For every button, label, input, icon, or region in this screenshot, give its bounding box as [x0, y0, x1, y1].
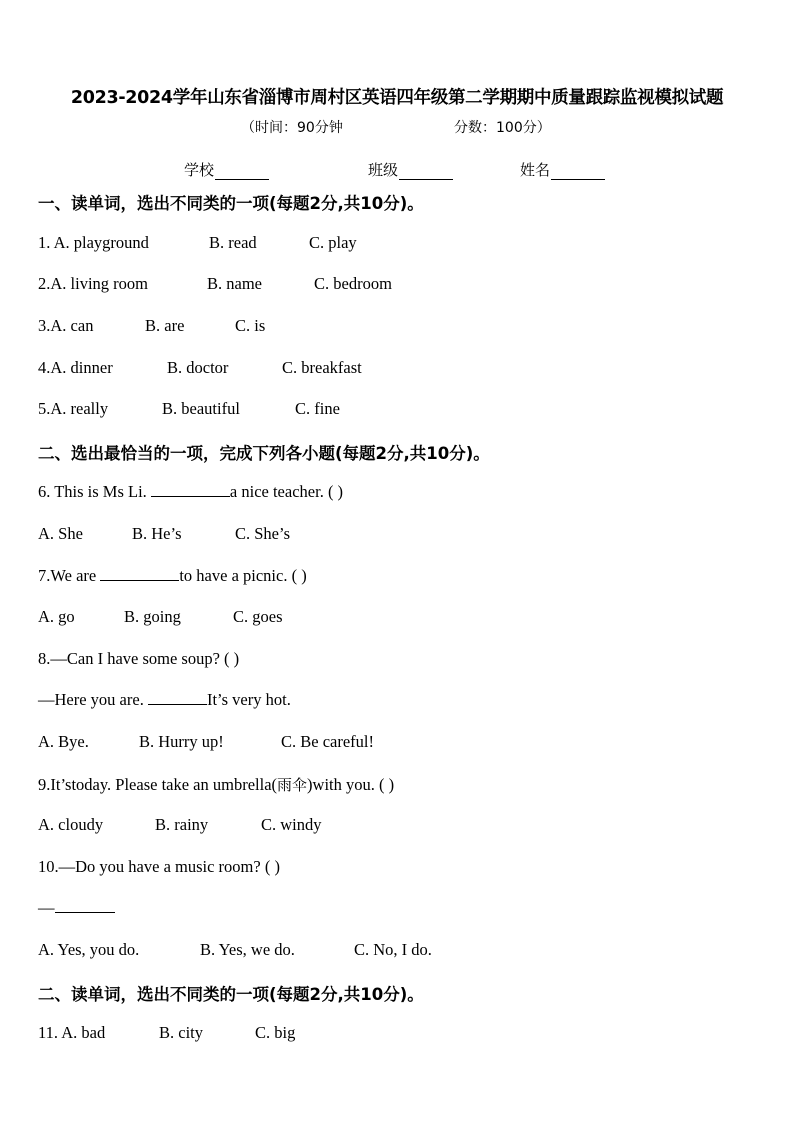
q5-a: 5.A. really — [38, 399, 109, 418]
q6-c: C. She’s — [235, 524, 291, 543]
name-blank[interactable] — [551, 163, 605, 180]
q10-blank[interactable] — [55, 898, 115, 913]
q7-b: B. going — [124, 607, 181, 626]
student-info — [0, 159, 794, 183]
q7-a: A. go — [38, 607, 75, 626]
q10-b: B. Yes, we do. — [200, 940, 295, 959]
school-blank[interactable] — [215, 163, 269, 180]
q6-blank[interactable] — [151, 482, 230, 497]
q5-c: C. fine — [295, 399, 340, 418]
q8-c: C. Be careful! — [281, 732, 374, 751]
q8-b: B. Hurry up! — [139, 732, 224, 751]
q11-c: C. big — [255, 1023, 296, 1042]
section3-heading: 二、读单词，选出不同类的一项(每题2分,共10分)。 — [38, 985, 424, 1004]
q2-a: 2.A. living room — [38, 274, 148, 293]
q4-c: C. breakfast — [282, 358, 362, 377]
q4-b: B. doctor — [167, 358, 229, 377]
q3-a: 3.A. can — [38, 316, 94, 335]
q8-a: A. Bye. — [38, 732, 89, 751]
q7-blank[interactable] — [100, 566, 179, 581]
q1-a: 1. A. playground — [38, 233, 149, 252]
q5-b: B. beautiful — [162, 399, 240, 418]
class-field[interactable] — [368, 159, 453, 180]
q3-c: C. is — [235, 316, 266, 335]
q9-c: C. windy — [261, 815, 322, 834]
question-8: 8.—Can I have some soup? ( ) — [38, 649, 240, 668]
school-label: 学校 — [184, 161, 215, 179]
question-9: 9.It’stoday. Please take an umbrella(雨伞)with you. ( ) — [38, 775, 395, 794]
q3-b: B. are — [145, 316, 185, 335]
q6-b: B. He’s — [132, 524, 182, 543]
name-label: 姓名 — [520, 161, 551, 179]
q2-c: C. bedroom — [314, 274, 392, 293]
q11-b: B. city — [159, 1023, 203, 1042]
section1-heading: 一、读单词，选出不同类的一项(每题2分,共10分)。 — [38, 194, 424, 213]
q11-a: 11. A. bad — [38, 1023, 106, 1042]
section2-heading: 二、选出最恰当的一项，完成下列各小题(每题2分,共10分)。 — [38, 444, 490, 463]
q1-b: B. read — [209, 233, 257, 252]
q9-a: A. cloudy — [38, 815, 104, 834]
q6-a: A. She — [38, 524, 83, 543]
school-field[interactable] — [184, 159, 269, 180]
q7-c: C. goes — [233, 607, 283, 626]
class-label: 班级 — [368, 161, 399, 179]
q10-response: — — [38, 898, 115, 918]
class-blank[interactable] — [399, 163, 453, 180]
q4-a: 4.A. dinner — [38, 358, 113, 377]
q10-a: A. Yes, you do. — [38, 940, 140, 959]
q8-response: —Here you are. It’s very hot. — [38, 690, 291, 709]
exam-score: 分数：100分） — [454, 120, 551, 136]
q10-c: C. No, I do. — [354, 940, 432, 959]
q1-c: C. play — [309, 233, 357, 252]
exam-title: 2023-2024学年山东省淄博市周村区英语四年级第二学期期中质量跟踪监视模拟试题 — [70, 88, 724, 108]
name-field[interactable] — [520, 159, 605, 180]
question-6: 6. This is Ms Li. a nice teacher. ( ) — [38, 482, 344, 501]
q8-blank[interactable] — [148, 690, 207, 705]
q9-b: B. rainy — [155, 815, 209, 834]
exam-time: （时间：90分钟 — [241, 120, 343, 136]
exam-subtitle — [0, 117, 794, 139]
question-10: 10.—Do you have a music room? ( ) — [38, 857, 280, 876]
question-7: 7.We are to have a picnic. ( ) — [38, 566, 307, 585]
q2-b: B. name — [207, 274, 262, 293]
